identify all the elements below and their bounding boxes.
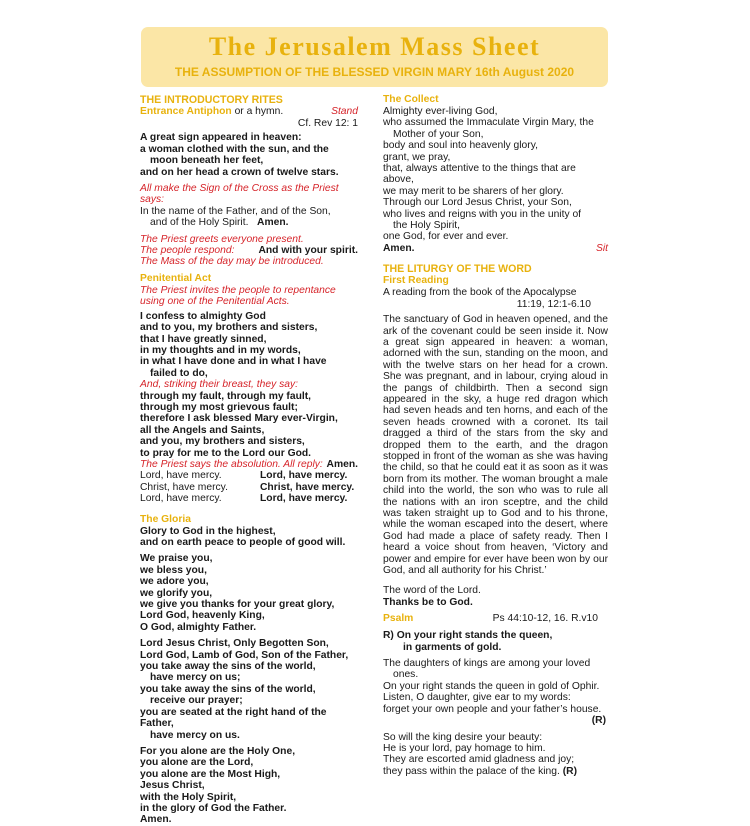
gloria-line: Amen. (140, 814, 172, 826)
psalm-verse-1 (383, 658, 608, 726)
priest-greets-rubric: The Priest greets everyone present. (140, 233, 304, 245)
reading-reference: 11:19, 12:1-6.10 (516, 298, 591, 310)
collect-line: body and soul into heavenly glory, (383, 140, 538, 152)
psalm-line: The daughters of kings are among your loved (383, 658, 591, 670)
gloria-line: and on earth peace to people of good will. (140, 537, 346, 548)
antiphon-reference: Cf. Rev 12: 1 (297, 118, 358, 129)
first-reading-text: The sanctuary of God in heaven opened, and the ark of the covenant could be seen inside it. Now a great sign appeared in heaven: a woman, adorned with the sun, standing on the moon, and with the twelve stars on her head for a crown. She was pregnant, and in labour, crying aloud in the pangs of childbirth. Then a second sign appeared in the sky, a huge red dragon which had seven heads and ten horns, and each of the seven heads crowned with a coronet. Its tail dragged a third of the stars from the sky and dropped them to the earth, and the dragon stopped in front of the woman as she was having the child, so that he could eat it as soon as it was born from its mother. The woman brought a male child into the world, the son who was to rule all the nations with an iron sceptre, and the child was taken straight up to God and to his throne, while the woman escaped into the desert, where God had made a place of safety ready. Then I heard a voice shout from heaven, ‘Victory and power and empire for ever have been won by our God, and all authority for his Christ.’ (383, 314, 608, 577)
psalm-heading-line (383, 613, 608, 625)
psalm-line: So will the king desire your beauty: (383, 731, 543, 743)
feast-subtitle: THE ASSUMPTION OF THE BLESSED VIRGIN MARY 16th August 2020 (174, 65, 575, 79)
psalm-line: He is your lord, pay homage to him. (383, 742, 546, 754)
first-reading-heading: First Reading (383, 275, 449, 287)
gloria-line: For you alone are the Holy One, (140, 745, 296, 757)
confiteor-line: failed to do, (150, 367, 208, 379)
confiteor-line: in my thoughts and in my words, (140, 344, 301, 356)
kyrie-priest: Lord, have mercy. (140, 493, 222, 505)
kyrie-table (140, 470, 358, 504)
confiteor-line: and you, my brothers and sisters, (140, 436, 305, 448)
gloria-stanza-2 (140, 553, 358, 633)
confiteor-line: to pray for me to the Lord our God. (140, 447, 312, 459)
collect-heading: The Collect (383, 94, 439, 105)
antiphon-text (140, 132, 358, 178)
collect-line: Mother of your Son, (393, 128, 484, 140)
kyrie-people: Christ, have mercy. (260, 481, 355, 493)
antiphon-line: moon beneath her feet, (150, 155, 264, 167)
confiteor-line: all the Angels and Saints, (140, 424, 265, 436)
and-with-spirit-response: And with your spirit. (258, 245, 358, 257)
stand-rubric: Stand (331, 106, 358, 117)
introductory-rites-heading: THE INTRODUCTORY RITES (140, 94, 283, 106)
response-marker: (R) (591, 715, 606, 727)
gloria-line: you take away the sins of the world, (140, 661, 316, 673)
collect-amen-line (383, 243, 608, 254)
left-column (140, 94, 358, 826)
gloria-line: in the glory of God the Father. (140, 802, 287, 814)
gloria-line: you alone are the Most High, (140, 768, 281, 780)
thanks-be-to-god: Thanks be to God. (383, 596, 473, 608)
confiteor-line: through my most grievous fault; (140, 401, 298, 413)
gloria-line: Lord Jesus Christ, Only Begotten Son, (140, 638, 329, 650)
gloria-line: you take away the sins of the world, (140, 683, 316, 695)
confiteor-line: I confess to almighty God (140, 310, 266, 322)
antiphon-line: a woman clothed with the sun, and the (140, 143, 329, 155)
gloria-line: Lord God, heavenly King, (140, 610, 265, 622)
entrance-antiphon-line (140, 106, 358, 118)
collect-line: who assumed the Immaculate Virgin Mary, the (383, 117, 594, 129)
gloria-line: receive our prayer; (150, 695, 243, 707)
collect-text (383, 106, 608, 243)
gloria-line: have mercy on us. (150, 729, 240, 741)
kyrie-row (140, 493, 358, 504)
collect-line: we may merit to be sharers of her glory. (383, 185, 564, 197)
collect-line: one God, for ever and ever. (383, 231, 509, 243)
psalm-line: they pass within the palace of the king. (383, 765, 560, 777)
sign-of-cross-rubric: All make the Sign of the Cross as the Priest says: (140, 183, 339, 206)
antiphon-line: and on her head a crown of twelve stars. (140, 166, 339, 178)
confiteor-part-2 (140, 391, 358, 459)
confiteor-part-1 (140, 311, 358, 379)
word-of-the-lord: The word of the Lord. (383, 585, 481, 597)
absolution-rubric: The Priest says the absolution. All reply: (140, 458, 323, 470)
confiteor-line: that I have greatly sinned, (140, 333, 267, 345)
gloria-line: with the Holy Spirit, (140, 791, 237, 803)
gloria-stanza-1 (140, 526, 358, 549)
gloria-line: Lord God, Lamb of God, Son of the Father, (140, 649, 349, 661)
gloria-line: have mercy on us; (150, 672, 241, 684)
kyrie-priest: Christ, have mercy. (140, 481, 228, 493)
response-line: R) On your right stands the queen, (383, 630, 553, 642)
gloria-line: Glory to God in the highest, (140, 525, 276, 537)
collect-line: grant, we pray, (383, 151, 451, 163)
gloria-line: you are seated at the right hand of the Father, (140, 706, 327, 730)
psalm-line: forget your own people and your father’s house. (383, 703, 602, 715)
sit-rubric: Sit (595, 242, 608, 254)
sheet-title: The Jerusalem Mass Sheet (208, 32, 541, 61)
absolution-amen: Amen. (326, 458, 358, 470)
psalm-line: On your right stands the queen in gold of Ophir. (383, 680, 600, 692)
psalm-line: Listen, O daughter, give ear to my words: (383, 692, 571, 704)
in-the-name-line-1: In the name of the Father, and of the Son, (140, 205, 331, 217)
gloria-line: we give you thanks for your great glory, (140, 599, 335, 611)
psalm-last-line (383, 766, 608, 777)
gloria-line: Jesus Christ, (140, 780, 205, 792)
amen-response: Amen. (257, 217, 289, 229)
gloria-line: you alone are the Lord, (140, 757, 254, 769)
gloria-line: we adore you, (140, 576, 209, 588)
absolution-line (140, 459, 358, 470)
people-respond-rubric: The people respond: (140, 245, 235, 257)
psalm-line: ones. (393, 669, 419, 681)
psalm-heading: Psalm (383, 613, 414, 625)
header-banner (141, 27, 608, 87)
gloria-heading: The Gloria (140, 513, 191, 525)
kyrie-people: Lord, have mercy. (260, 470, 348, 482)
antiphon-line: A great sign appeared in heaven: (140, 132, 302, 144)
collect-line: who lives and reigns with you in the unity of (383, 208, 582, 220)
entrance-antiphon-suffix: or a hymn. (231, 106, 284, 117)
striking-breast-rubric: And, striking their breast, they say: (140, 379, 298, 391)
people-respond-line (140, 245, 358, 256)
collect-amen: Amen. (383, 242, 415, 254)
collect-line: that, always attentive to the things that are above, (383, 163, 576, 186)
collect-line: Almighty ever-living God, (383, 106, 498, 117)
confiteor-line: through my fault, through my fault, (140, 390, 312, 402)
response-marker: (R) (562, 765, 578, 777)
kyrie-row (140, 470, 358, 481)
liturgy-of-word-heading: THE LITURGY OF THE WORD (383, 263, 532, 276)
gloria-line: O God, almighty Father. (140, 621, 257, 633)
right-column (383, 94, 608, 777)
gloria-stanza-3 (140, 638, 358, 741)
gloria-stanza-4 (140, 746, 358, 826)
collect-line: Through our Lord Jesus Christ, your Son, (383, 197, 572, 209)
entrance-antiphon-label: Entrance Antiphon (140, 106, 232, 117)
response-line: in garments of gold. (403, 641, 502, 653)
gloria-line: We praise you, (140, 553, 213, 565)
psalm-reference: Ps 44:10-12, 16. R.v10 (492, 613, 598, 625)
kyrie-row (140, 482, 358, 493)
penitential-act-heading: Penitential Act (140, 272, 212, 284)
confiteor-line: in what I have done and in what I have (140, 356, 327, 368)
psalm-verse-2 (383, 732, 608, 778)
gloria-line: we glorify you, (140, 587, 213, 599)
reading-intro: A reading from the book of the Apocalypse (383, 287, 577, 299)
confiteor-line: therefore I ask blessed Mary ever-Virgin, (140, 413, 338, 425)
psalm-response (383, 630, 608, 653)
mass-intro-rubric: The Mass of the day may be introduced. (140, 256, 324, 268)
in-the-name-line-2 (140, 217, 358, 228)
penitential-invite-rubric: The Priest invites the people to repentance using one of the Penitential Acts. (140, 284, 336, 308)
collect-line: the Holy Spirit, (393, 220, 460, 232)
kyrie-priest: Lord, have mercy. (140, 470, 222, 482)
kyrie-people: Lord, have mercy. (260, 493, 348, 505)
psalm-line: They are escorted amid gladness and joy; (383, 754, 575, 766)
in-the-name-text: and of the Holy Spirit. (150, 217, 249, 229)
gloria-line: we bless you, (140, 564, 207, 576)
confiteor-line: and to you, my brothers and sisters, (140, 322, 318, 334)
